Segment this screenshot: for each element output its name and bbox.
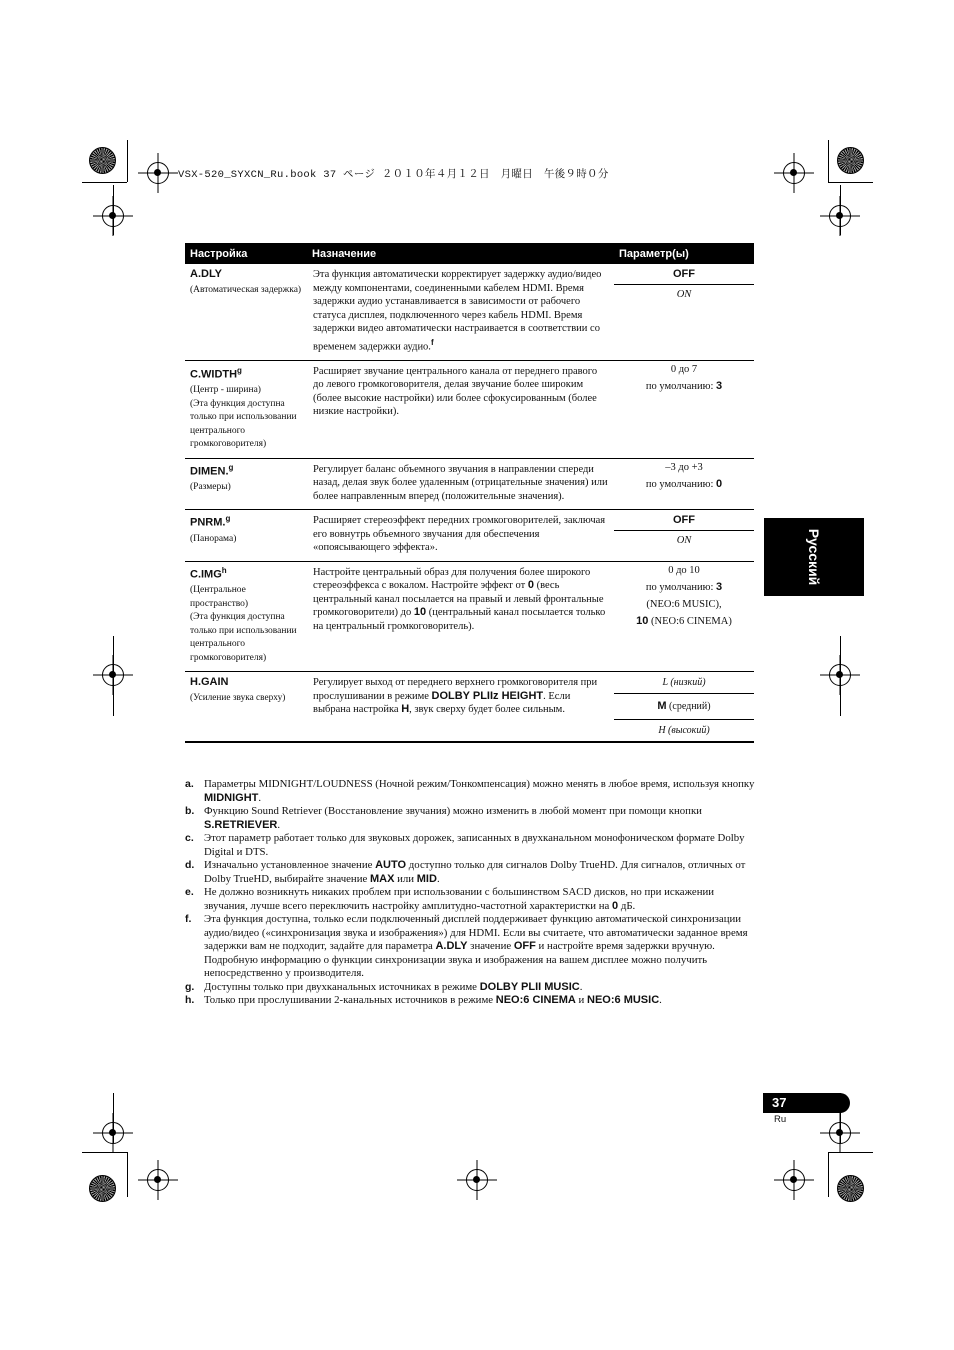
options-cell	[614, 264, 754, 360]
option-range: 0 до 7	[670, 363, 698, 375]
table-row	[185, 360, 754, 458]
setting-cell	[185, 360, 307, 458]
setting-cell	[185, 510, 307, 562]
registration-mark-icon	[102, 664, 124, 686]
language-label: Русский	[806, 528, 822, 586]
footnote: a. Параметры MIDNIGHT/LOUDNESS (Ночной режим/Тонкомпенсация) можно менять в любое время, используя кнопку MIDNIGHT.	[185, 778, 755, 804]
purpose-cell: Расширяет звучание центрального канала от переднего правого до левого громкоговорителя, делая звучание более широким (более высокие настройки) или более сфокусированным (более низкие настройки).	[313, 365, 598, 417]
registration-mark-icon	[783, 162, 805, 184]
footnote: b. Функцию Sound Retriever (Восстановление звучания) можно изменить в любой момент при помощи кнопки S.RETRIEVER.	[185, 805, 702, 831]
table-row	[185, 672, 754, 743]
registration-mark-icon	[829, 664, 851, 686]
page-number-badge	[763, 1093, 850, 1113]
footnotes	[185, 778, 755, 1008]
setting-description: (Автоматическая задержка)	[190, 285, 302, 295]
option-range: –3 до +3	[665, 461, 703, 473]
registration-mark-icon	[829, 1122, 851, 1144]
table-header-row	[185, 243, 754, 264]
setting-name: C.WIDTH$^g$	[190, 365, 242, 381]
footnote: f. Эта функция доступна, только если подключенный дисплей поддерживает функцию автоматической синхронизации аудио/видео («синхронизация звука и изображения») для HDMI. Если вы считаете, что автоматически заданное время задержки вам не подходит, задайте для параметра A.DLY значение OFF и настройте время задержки вручную. Подробную информацию о функции синхронизации звука и изображения на вашем дисплее можно получить непосредственно у производителя.	[185, 913, 748, 979]
setting-description: (Центральное пространство) (Эта функция доступна только при использовании центрального громкоговорителя)	[190, 585, 297, 663]
page-language: Ru	[774, 1114, 787, 1125]
table-row	[185, 264, 754, 360]
option-default: по умолчанию: 3	[645, 581, 723, 594]
language-side-tab	[764, 518, 864, 596]
print-header-line: VSX-520_SYXCN_Ru.book 37 ページ ２０１０年４月１２日 月曜日 午後９時０分	[178, 169, 609, 181]
purpose-cell: Регулирует баланс объемного звучания в направлении спереди назад, делая звук более удаленным (отрицательные значения) или более направленным вперед (положительные значения).	[313, 463, 608, 502]
purpose-cell: Регулирует выход от переднего верхнего громкоговорителя при прослушивании в режиме DOLBY PLIIz HEIGHT. Если выбрана настройка H, звук сверху будет более сильным.	[313, 677, 598, 716]
option-value: ON	[676, 289, 692, 300]
options-cell	[614, 458, 754, 510]
purpose-cell: Расширяет стереоэффект передних громкоговорителей, заключая его вовнутрь объемного звучания для обеспечения «опоясывающего эффекта».	[313, 515, 606, 554]
setting-description: (Размеры)	[190, 482, 231, 493]
footnote: h. Только при прослушивании 2-канальных источников в режиме NEO:6 CINEMA и NEO:6 MUSIC.	[185, 994, 662, 1006]
option-default: по умолчанию: 3	[645, 380, 723, 392]
registration-mark-icon	[147, 162, 169, 184]
setting-cell	[185, 264, 307, 360]
registration-mark-icon	[829, 205, 851, 227]
registration-mark-icon	[783, 1169, 805, 1191]
option-value: L (низкий)	[614, 672, 754, 694]
registration-mark-icon	[466, 1169, 488, 1191]
option-value: M (средний)	[614, 694, 754, 720]
setting-description: (Панорама)	[190, 533, 237, 544]
registration-mark-icon	[102, 1122, 124, 1144]
column-header: Назначение	[307, 243, 614, 264]
options-cell	[614, 360, 754, 458]
color-target-icon	[837, 147, 864, 174]
color-target-icon	[89, 147, 116, 174]
setting-name: C.IMG$^h$	[190, 565, 227, 581]
footnote: g. Доступны только при двухканальных источниках в режиме DOLBY PLII MUSIC.	[185, 980, 583, 993]
option-value: H (высокий)	[658, 725, 710, 737]
option-value: OFF	[614, 510, 754, 531]
page-number: 37	[772, 1095, 787, 1110]
setting-description: (Центр - ширина) (Эта функция доступна только при использовании центрального громкоговорителя)	[190, 385, 297, 450]
setting-cell	[185, 672, 307, 743]
setting-cell	[185, 458, 307, 510]
options-cell	[614, 672, 754, 743]
color-target-icon	[837, 1175, 864, 1202]
settings-table	[185, 243, 754, 743]
table-row	[185, 561, 754, 672]
option-value: OFF	[614, 264, 754, 285]
setting-name: PNRM.$^g$	[190, 514, 231, 529]
table-row	[185, 510, 754, 562]
purpose-cell: Эта функция автоматически корректирует задержку аудио/видео между компонентами, соединенными кабелем HDMI. Время задержки аудио устанавливается в зависимости от рабочего статуса дисплея, подключенного через кабель HDMI. Время задержки видео автоматически настраивается в соответствии со временем задержки аудио.$^f$	[313, 269, 602, 352]
purpose-cell: Настройте центральный образ для получения более широкого стереоэффекса с вокалом. Настройте эффект от 0 (весь центральный канал посылается на правый и левый фронтальные громкоговорители) до 10 (центральный канал посылается только на центральный громкоговоритель).	[313, 566, 606, 632]
option-range: 0 до 10	[668, 564, 700, 576]
option-default: по умолчанию: 0	[645, 478, 723, 491]
footnote: d. Изначально установленное значение AUTO доступно только для сигналов Dolby TrueHD. Для сигналов, отличных от Dolby TrueHD, выбирайте значение MAX или MID.	[185, 859, 746, 885]
table-row	[185, 458, 754, 510]
footnote: c. Этот параметр работает только для звуковых дорожек, записанных в двухканальном монофоническом формате Dolby Digital и DTS.	[185, 832, 745, 858]
color-target-icon	[89, 1175, 116, 1202]
setting-name: DIMEN.$^g$	[190, 462, 234, 478]
setting-cell	[185, 561, 307, 672]
column-header: Параметр(ы)	[614, 243, 754, 264]
setting-name: H.GAIN	[190, 676, 229, 689]
registration-mark-icon	[102, 205, 124, 227]
option-default-note: 10 (NEO:6 CINEMA)	[636, 615, 732, 628]
setting-name: A.DLY	[190, 268, 222, 280]
column-header: Настройка	[185, 243, 307, 264]
options-cell	[614, 561, 754, 672]
registration-mark-icon	[147, 1169, 169, 1191]
setting-description: (Усиление звука сверху)	[190, 693, 286, 704]
option-default-note: (NEO:6 MUSIC),	[646, 598, 722, 610]
options-cell	[614, 510, 754, 562]
option-value: ON	[676, 535, 692, 547]
footnote: e. Не должно возникнуть никаких проблем при использовании с большинством SACD дисков, но при искажении звучания, лучше всего переключить настройку амплитудно-частотной характеристки на 0 дБ.	[185, 886, 715, 912]
